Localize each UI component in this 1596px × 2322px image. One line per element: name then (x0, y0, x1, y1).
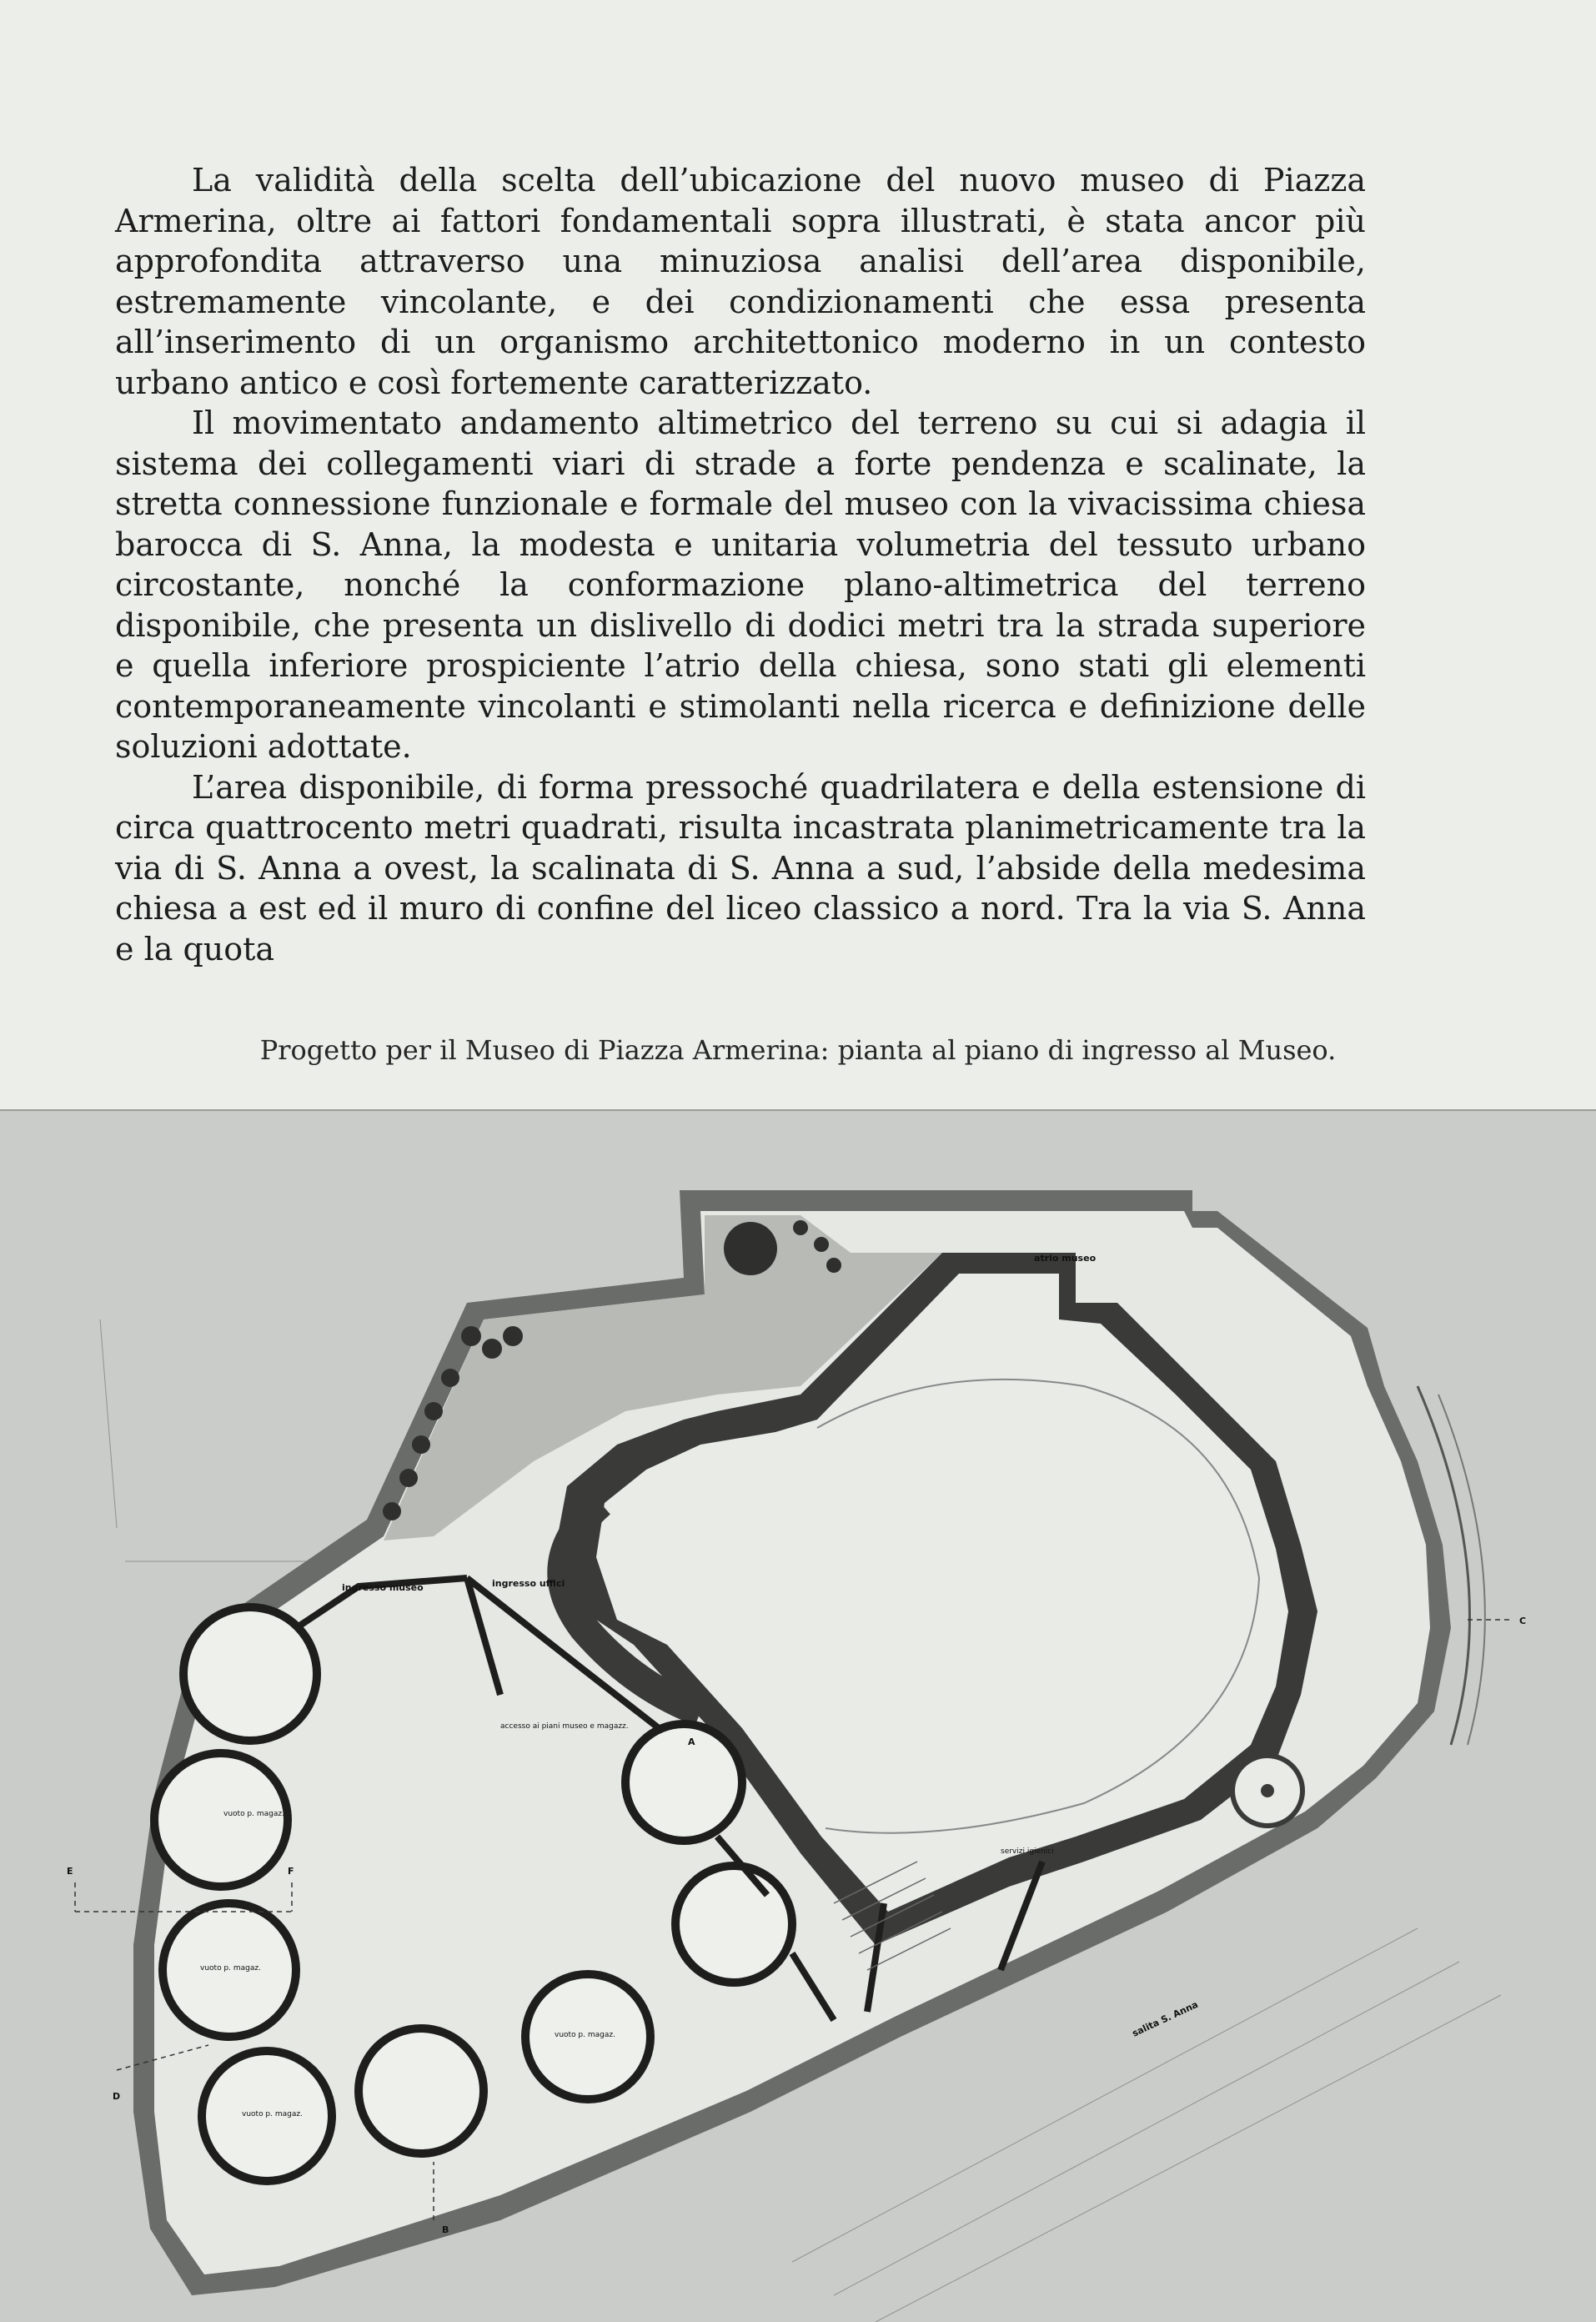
label-salita: salita S. Anna (1130, 1998, 1200, 2039)
label-vuoto-4: vuoto p. magaz. (555, 2031, 615, 2039)
section-mark-d: D (113, 2091, 121, 2102)
figure-caption: Progetto per il Museo di Piazza Armerina: pianta al piano di ingresso al Museo. (259, 1034, 1337, 1066)
paragraph-3: L’area disponibile, di forma pressoché quadrilatera e della estensione di circa quattrocento metri quadrati, risulta incastrata planimetricamente tra la via di S. Anna a ovest, la scalinata di S. Anna a sud, l’abside della medesima chiesa a est ed il muro di confine del liceo classico a nord. Tra la via S. Anna e la quota (115, 768, 1366, 968)
floor-plan-figure (0, 1109, 1596, 2322)
section-mark-f: F (288, 1866, 294, 1877)
section-mark-c: C (1519, 1616, 1527, 1626)
label-atrio: atrio museo (1034, 1253, 1097, 1264)
room-mark-a: A (688, 1736, 695, 1747)
label-scale: accesso ai piani museo e magazz. (500, 1722, 629, 1731)
section-mark-b: B (442, 2224, 449, 2235)
paragraph-2: Il movimentato andamento altimetrico del terreno su cui si adagia il sistema dei collegamenti viari di strade a forte pendenza e scalinate, la stretta connessione funzionale e formale del museo con la vivacissima chiesa barocca di S. Anna, la modesta e unitaria volumetria del tessuto urbano circostante, nonché la conformazione plano-altimetrica del terreno disponibile, che presenta un dislivello di dodici metri tra la strada superiore e quella inferiore prospiciente l’atrio della chiesa, sono stati gli elementi contemporaneamente vincolanti e stimolanti nella ricerca e definizione delle soluzioni adottate. (115, 405, 1366, 765)
label-vuoto-3: vuoto p. magaz. (242, 2110, 303, 2118)
label-vuoto-1: vuoto p. magaz. (223, 1810, 284, 1818)
section-mark-e: E (67, 1866, 73, 1877)
paragraph-1: La validità della scelta dell’ubicazione del nuovo museo di Piazza Armerina, oltre ai fattori fondamentali sopra illustrati, è stata ancor più approfondita attraverso una minuziosa analisi dell’area disponibile, estremamente vincolante, e dei condizionamenti che essa presenta all’inserimento di un organismo architettonico moderno in un contesto urbano antico e così fortemente caratterizzato. (115, 162, 1366, 401)
body-text (115, 160, 1366, 969)
label-ingresso-uffici: ingresso uffici (492, 1578, 565, 1589)
label-vuoto-2: vuoto p. magaz. (200, 1964, 261, 1973)
label-servizi: servizi igienici (1001, 1847, 1054, 1856)
floor-plan-drawing (0, 1111, 1596, 2322)
label-ingresso: ingresso museo (342, 1582, 424, 1593)
